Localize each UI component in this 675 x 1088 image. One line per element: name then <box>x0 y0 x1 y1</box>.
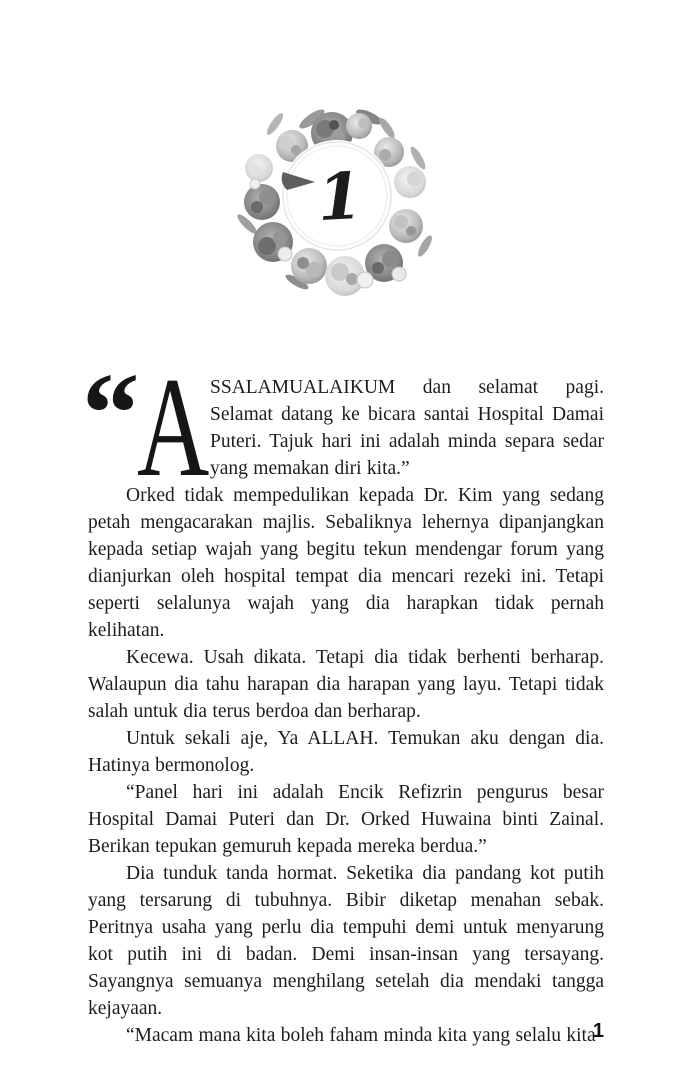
chapter-number: 1 <box>315 158 365 237</box>
chapter-wreath-image <box>237 106 437 298</box>
drop-cap-letter: A <box>137 348 210 506</box>
paragraph: “Macam mana kita boleh faham minda kita yang selalu kita <box>126 1025 596 1046</box>
opening-quote-mark: “ <box>82 350 138 477</box>
paragraph: Kecewa. Usah dikata. Tetapi dia tidak berhenti berharap. Walaupun dia tahu harapan dia harapan yang layu. Tetapi tidak salah untuk dia terus berdoa dan berharap. <box>88 647 604 722</box>
paragraph: “Panel hari ini adalah Encik Refizrin pengurus besar Hospital Damai Puteri dan Dr. Orked Huwaina binti Zainal. Berikan tepukan gemuruh kepada mereka berdua.” <box>88 782 604 857</box>
paragraph: Dia tunduk tanda hormat. Seketika dia pandang kot putih yang tersarung di tubuhnya. Bibir diketap menahan sebak. Peritnya usaha yang perlu dia tempuhi demi untuk menyarung kot putih ini di badan. Demi insan-insan yang tersayang. Sayangnya semuanya menghilang setelah dia mendaki tangga kejayaan. <box>88 863 604 1019</box>
paragraph: Orked tidak mempedulikan kepada Dr. Kim yang sedang petah mengacarakan majlis. Sebaliknya lehernya dipanjangkan kepada setiap wajah yang begitu tekun mendengar forum yang dianjurkan oleh hospital tempat dia mencari rezeki ini. Tetapi seperti selalunya wajah yang dia harapkan tidak pernah kelihatan. <box>88 485 604 641</box>
paragraph-text: SSALAMUALAIKUM dan selamat pagi. Selamat datang ke bicara santai Hospital Damai Puteri. Tajuk hari ini adalah minda separa sedar yang memakan diri kita.” <box>210 377 604 479</box>
drop-cap-spacer <box>88 374 210 473</box>
paragraph: Untuk sekali aje, Ya ALLAH. Temukan aku dengan dia. Hatinya bermonolog. <box>88 728 604 776</box>
body-text <box>82 348 604 1049</box>
page-number: 1 <box>592 1020 604 1042</box>
paragraph-opening <box>82 348 604 506</box>
